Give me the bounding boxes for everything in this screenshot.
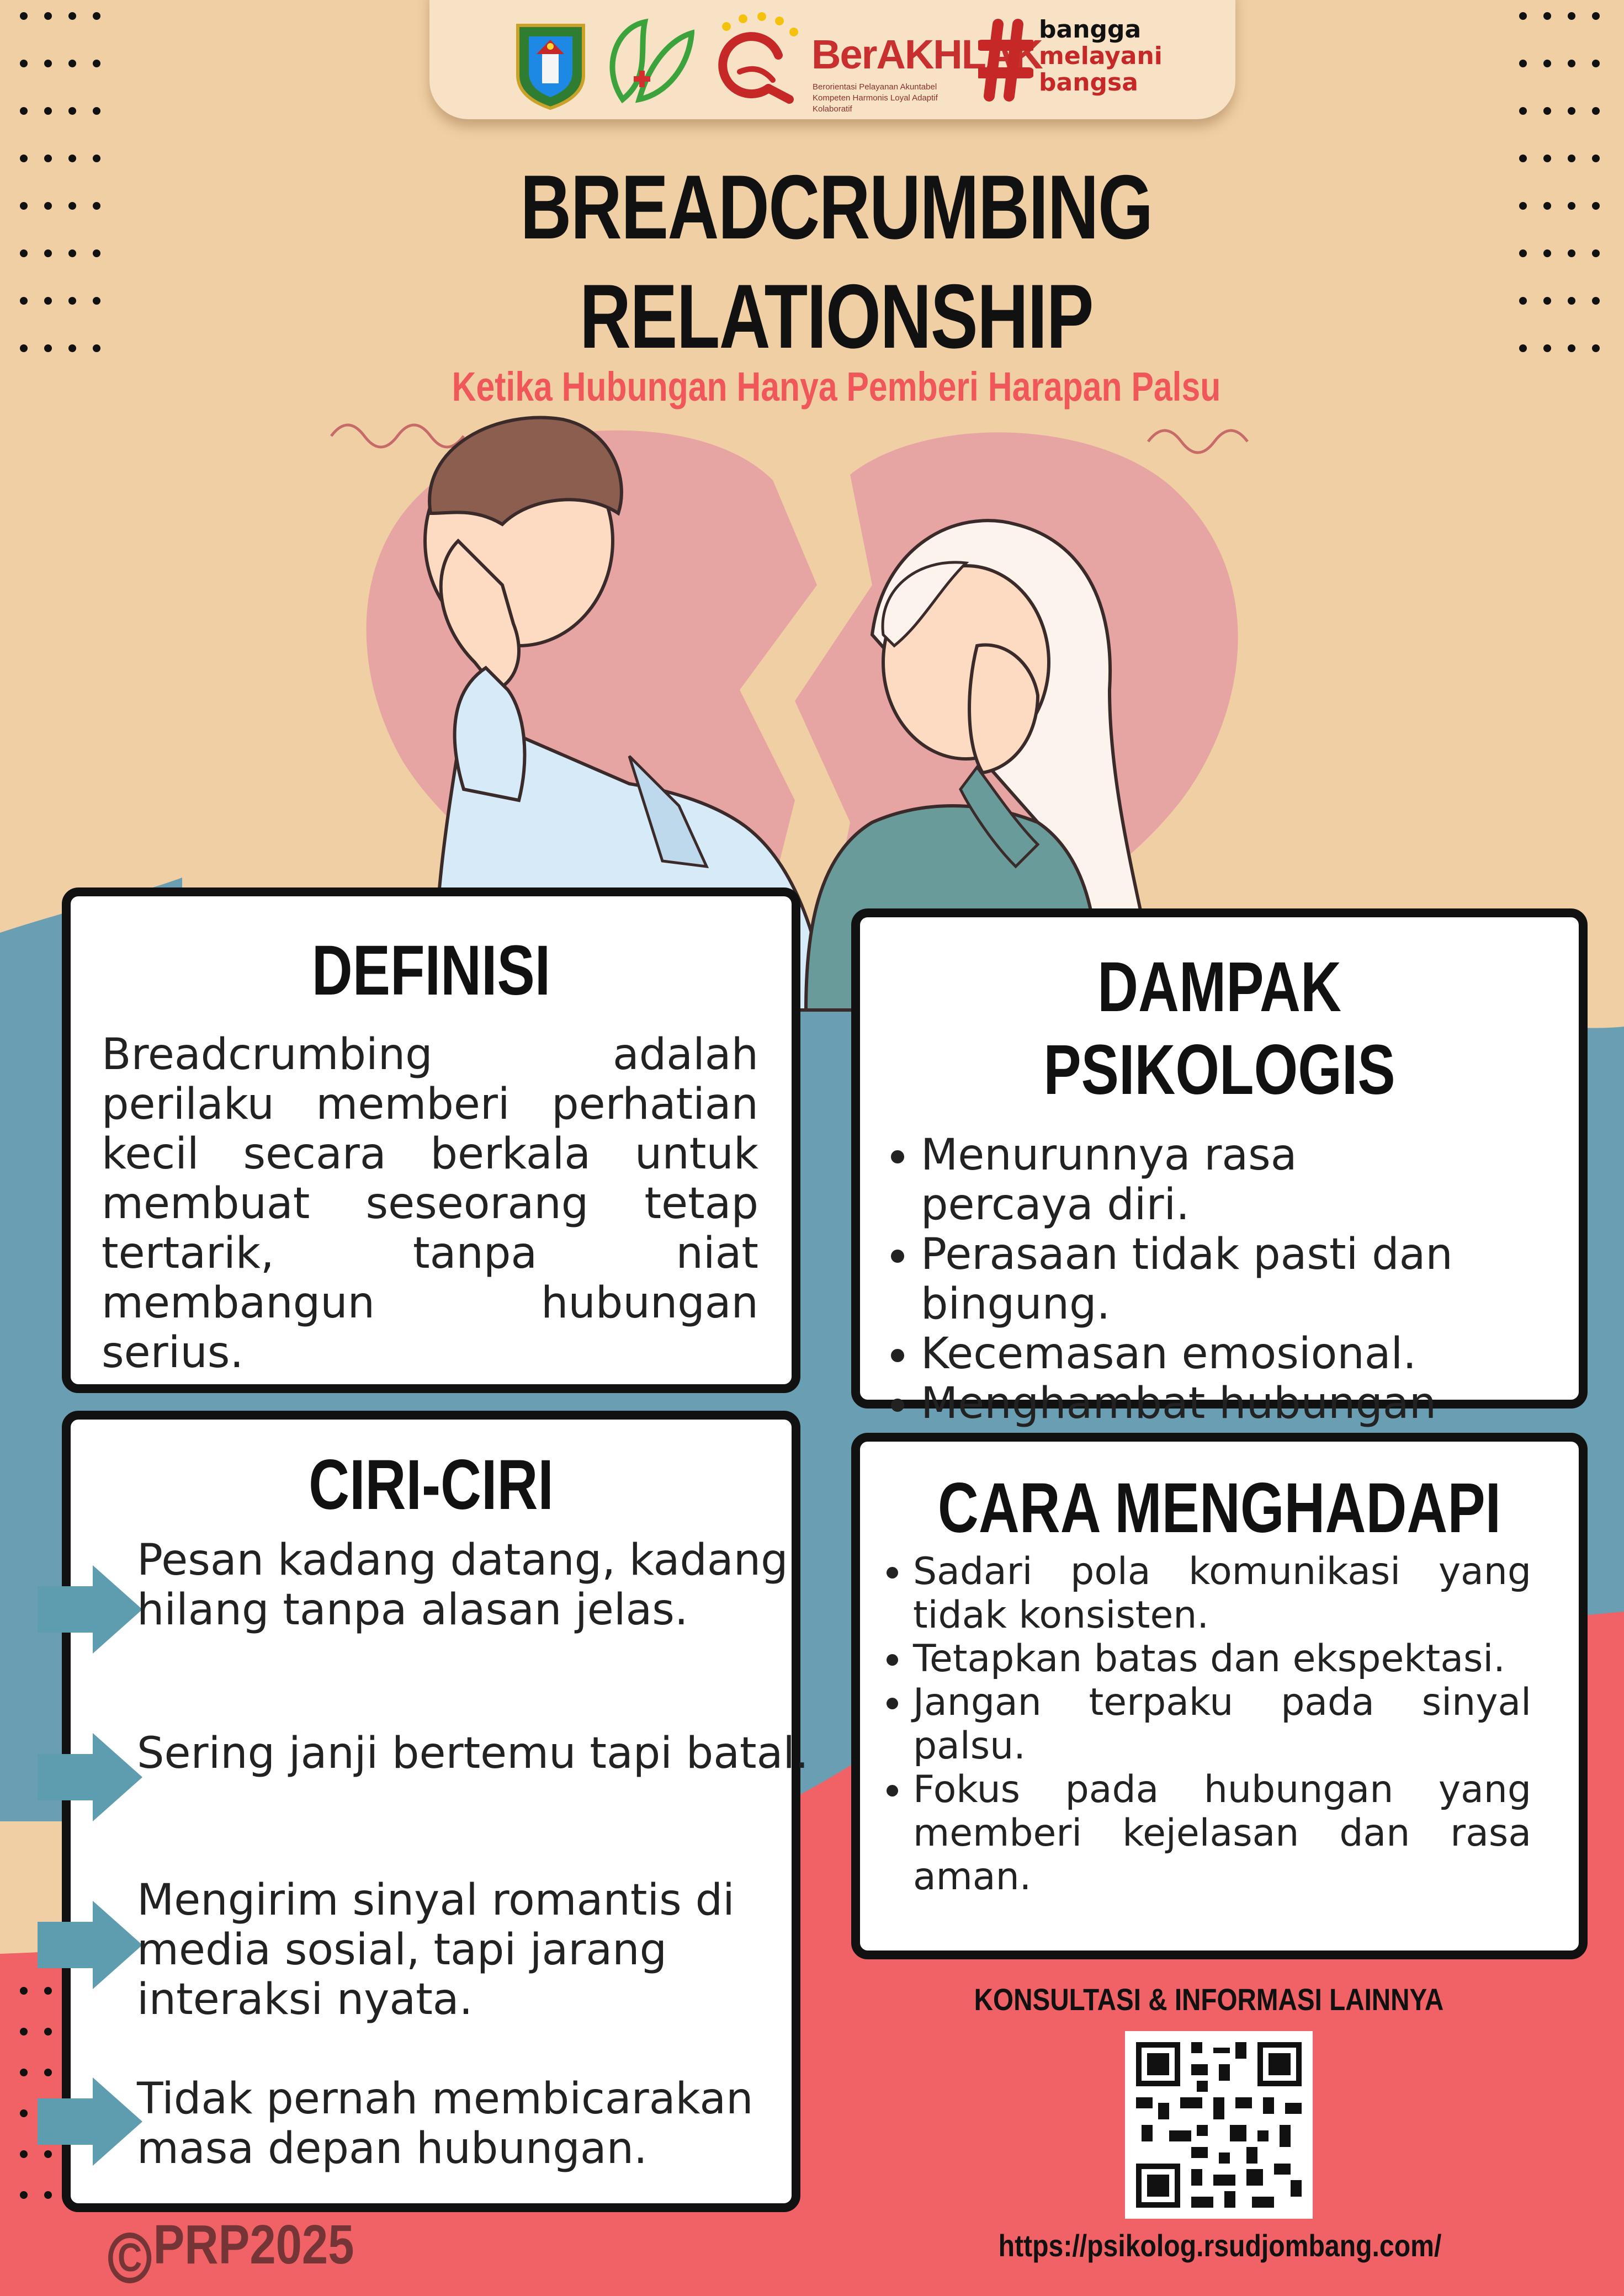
dampak-item: • Menghambat hubungan [921,1379,1517,1478]
leaf-hospital-icon [601,17,694,110]
berakhlak-emblem-icon [707,11,803,108]
dampak-psikologis-card [851,908,1588,1428]
bangga-line-2: melayani [1039,42,1163,70]
page-title-line-1: BREADCRUMBING [520,156,1153,258]
cara-list [860,1550,1531,1899]
scribble-right [1148,431,1248,453]
cara-item: • Sadari pola komunikasi yang tidak konsisten. [913,1550,1531,1637]
arrow-right-icon [38,1733,142,1821]
definisi-text: Breadcrumbing adalah perilaku memberi perhatian kecil secara berkala untuk membuat seseorang tetap tertarik, tanpa niat membangun hubungan serius. [102,1030,758,1378]
berakhlak-logo-text: BerAKHLAK [811,31,1042,77]
dot-grid-top-left [20,12,100,352]
ciri-heading: CIRI-CIRI [309,1445,554,1524]
ciri-text: Pesan kadang datang, kadang hilang tanpa alasan jelas. [137,1535,788,1635]
ciri-text: Sering janji bertemu tapi batal. [137,1729,809,1778]
cara-item: • Fokus pada hubungan yang memberi kejelasan dan rasa aman. [913,1768,1531,1899]
konsultasi-label: KONSULTASI & INFORMASI LAINNYA [974,1982,1444,2017]
dampak-item: • Menurunnya rasa percaya diri. [921,1130,1462,1230]
bangga-line-3: bangsa [1039,68,1138,97]
copyright [108,2213,354,2283]
scribble-left [331,425,464,447]
page-subtitle: Ketika Hubungan Hanya Pemberi Harapan Palsu [452,364,1221,410]
hashtag-icon [978,19,1033,102]
dampak-list [860,1130,1579,1478]
cara-item: • Jangan terpaku pada sinyal palsu. [913,1681,1531,1768]
ciri-text: Mengirim sinyal romantis di media sosial, tapi jarang interaksi nyata. [137,1875,735,2024]
copyright-icon: C [108,2233,151,2283]
bangga-melayani-bangsa [1039,17,1163,96]
arrow-right-icon [38,2077,142,2166]
dampak-heading: DAMPAK PSIKOLOGIS [1043,948,1395,1109]
qr-code[interactable] [1125,2031,1313,2219]
cara-item: • Tetapkan batas dan ekspektasi. [913,1637,1531,1681]
qr-code-icon [1125,2031,1313,2219]
arrow-right-icon [38,1901,142,1989]
arrow-right-icon [38,1565,142,1654]
ciri-text: Tidak pernah membicarakan masa depan hubungan. [137,2074,753,2173]
ciri-ciri-card [62,1411,809,2212]
berakhlak-tagline: Berorientasi Pelayanan Akuntabel Kompeten Harmonis Loyal Adaptif Kolaboratif [813,82,938,114]
bangga-line-1: bangga [1039,15,1142,44]
page-title-line-2: RELATIONSHIP [580,265,1093,367]
website-link[interactable]: https://psikolog.rsudjombang.com/ [998,2228,1442,2263]
provincial-crest-icon [513,20,588,111]
copyright-text: PRP2025 [153,2214,354,2276]
cara-heading: CARA MENGHADAPI [937,1469,1501,1548]
definisi-card [62,887,800,1393]
dampak-item: • Kecemasan emosional. [921,1329,1528,1379]
dot-grid-top-right [1519,12,1600,352]
cara-menghadapi-card [851,1433,1588,1959]
dampak-item: • Perasaan tidak pasti dan bingung. [921,1230,1517,1329]
definisi-heading: DEFINISI [311,931,551,1010]
